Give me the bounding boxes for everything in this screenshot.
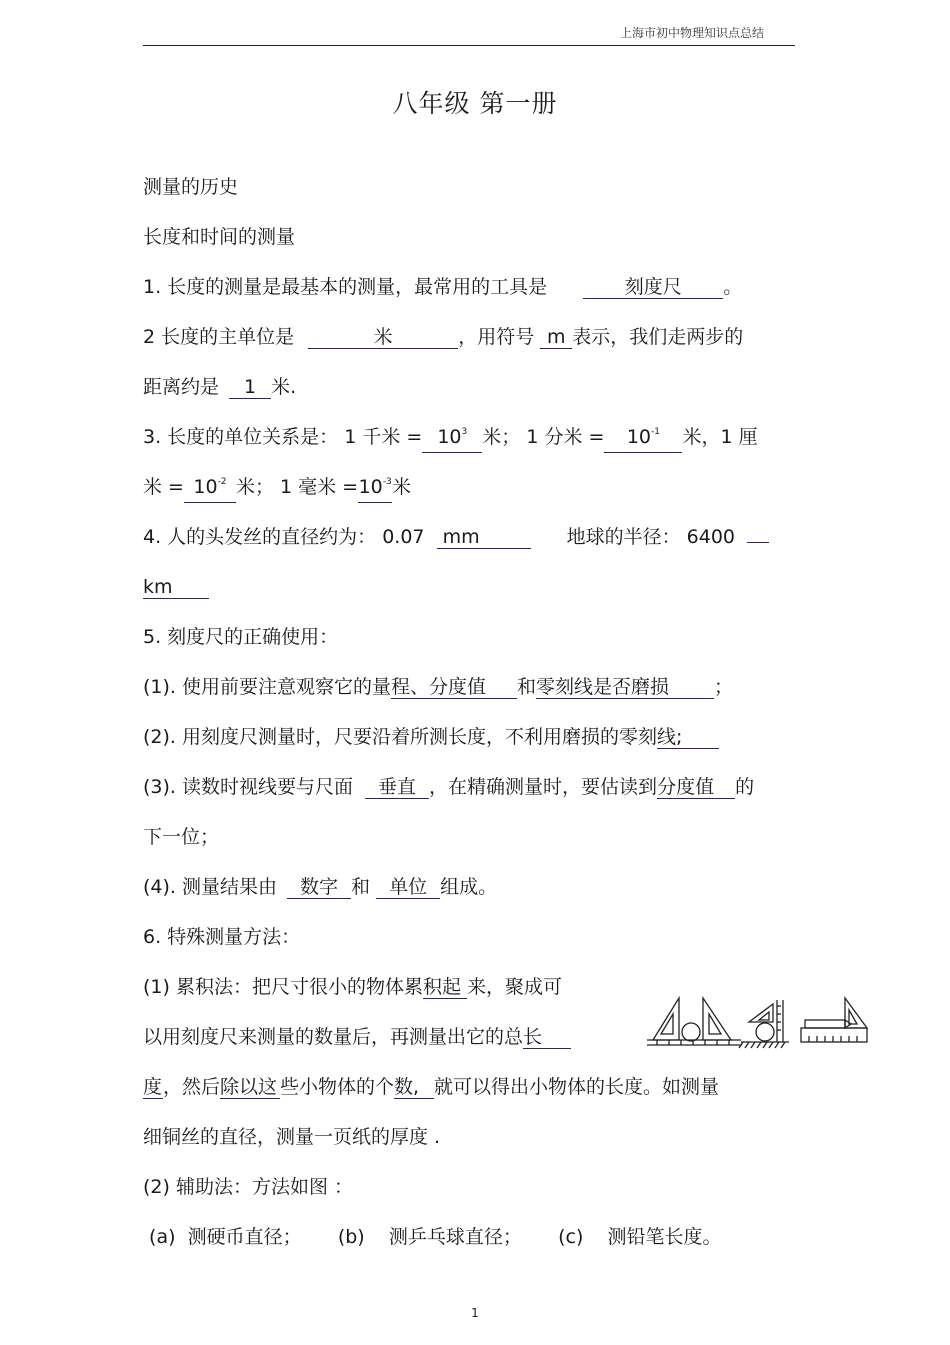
question-text: 以用刻度尺来测量的数量后，再测量出它的总	[143, 1026, 524, 1048]
question-text: 些小物体的个	[280, 1076, 395, 1098]
question-3	[143, 424, 758, 453]
answer-blank: 长	[523, 1026, 571, 1049]
answer-blank: 刻度尺	[583, 276, 723, 299]
question-5-item-2	[143, 724, 719, 750]
page-title: 八年级 第一册	[392, 89, 558, 118]
question-5-item-1	[143, 674, 733, 700]
answer-blank: m	[540, 326, 572, 349]
question-4-line2	[143, 574, 209, 600]
question-text: 。	[723, 276, 743, 298]
question-text: 米 =	[143, 476, 184, 498]
question-6: 6. 特殊测量方法：	[143, 926, 301, 948]
question-text: 4. 人的头发丝的直径约为： 0.07	[143, 526, 425, 548]
question-1	[143, 274, 742, 300]
question-text: ，在精确测量时，要估读到	[429, 776, 658, 798]
question-text: 组成。	[440, 876, 498, 898]
answer-blank: 度	[143, 1076, 163, 1098]
question-text: (3). 读数时视线要与尺面	[143, 776, 353, 798]
question-2-line2	[143, 374, 296, 400]
auxiliary-method-figure	[645, 996, 871, 1050]
question-4	[143, 524, 769, 550]
pencil-measurement-figure	[801, 998, 867, 1042]
section-heading: 测量的历史	[143, 176, 239, 198]
answer-blank	[358, 476, 392, 503]
question-text: 1. 长度的测量是最基本的测量，最常用的工具是	[143, 276, 548, 298]
answer-blank: km	[143, 576, 209, 599]
question-text: (2). 用刻度尺测量时，尺要沿着所测长度，不利用磨损的零刻	[143, 726, 657, 748]
question-text: 的	[735, 776, 755, 798]
answer-blank: 单位	[376, 876, 440, 899]
answer-blank: 线;	[657, 726, 719, 749]
question-5-item-3-line2: 下一位；	[143, 826, 220, 848]
answer-blank: 1	[229, 376, 271, 399]
page-number: 1	[471, 1306, 479, 1320]
question-text: 2 长度的主单位是	[143, 326, 295, 348]
answer-value: 10	[358, 476, 383, 498]
question-text: 米； 1 毫米 =	[235, 476, 359, 498]
exponent: -2	[217, 477, 227, 487]
method-1-line-4: 细铜丝的直径，测量一页纸的厚度 .	[143, 1126, 441, 1148]
question-text: 米.	[271, 376, 297, 398]
ball-measurement-figure	[739, 1000, 789, 1048]
answer-value: 10	[193, 476, 218, 498]
question-text: 米，1 厘	[682, 426, 758, 448]
answer-blank: 程、分度值	[391, 676, 517, 699]
question-text: 地球的半径： 6400	[566, 526, 736, 548]
question-text: (1). 使用前要注意观察它的量	[143, 676, 391, 698]
answer-blank	[604, 426, 682, 453]
answer-blank: 分度值	[657, 776, 735, 799]
answer-blank: 零刻线是否磨损	[536, 676, 714, 699]
question-text: 和	[351, 876, 371, 898]
answer-blank: mm	[437, 526, 531, 549]
question-text: ，然后	[163, 1076, 221, 1098]
question-text: 米	[392, 476, 412, 498]
method-2-line-2: (a) 测硬币直径； (b) 测乒乓球直径； (c) 测铅笔长度。	[143, 1226, 722, 1248]
question-text: 3. 长度的单位关系是： 1 千米 =	[143, 426, 423, 448]
method-1-line-3	[143, 1074, 719, 1100]
exponent: -3	[382, 477, 392, 487]
question-5: 5. 刻度尺的正确使用：	[143, 626, 339, 648]
exponent: -1	[651, 427, 661, 437]
question-text: 米； 1 分米 =	[482, 426, 605, 448]
answer-blank: 垂直	[365, 776, 429, 799]
answer-blank	[747, 542, 769, 543]
section-heading: 长度和时间的测量	[143, 226, 296, 248]
question-text: ，用符号	[458, 326, 535, 348]
question-3-line2	[143, 474, 411, 503]
question-text: (4). 测量结果由	[143, 876, 277, 898]
answer-blank: 除以这	[220, 1076, 280, 1099]
question-text: 表示，我们走两步的	[572, 326, 744, 348]
exponent: 3	[461, 427, 468, 437]
coin-measurement-figure	[647, 998, 741, 1045]
answer-blank: 积起	[423, 976, 467, 999]
method-1-line-2	[143, 1024, 571, 1050]
answer-value: 10	[626, 426, 652, 448]
question-2	[143, 324, 743, 350]
question-text: (1) 累积法：把尺寸很小的物体累	[143, 976, 423, 998]
question-5-item-4	[143, 874, 497, 900]
question-text: 来，聚成可	[466, 976, 562, 998]
answer-blank: 数字	[287, 876, 351, 899]
question-5-item-3	[143, 774, 754, 800]
method-2-line-1: (2) 辅助法：方法如图 ：	[143, 1176, 353, 1198]
answer-blank	[422, 426, 482, 453]
answer-blank: 数,	[394, 1076, 434, 1099]
running-header: 上海市初中物理知识点总结	[620, 26, 765, 40]
answer-blank: 米	[308, 326, 458, 349]
question-text: 和	[517, 676, 537, 698]
question-text: ；	[714, 676, 734, 698]
question-text: 就可以得出小物体的长度。如测量	[434, 1076, 720, 1098]
answer-value: 10	[437, 426, 462, 448]
question-text: 距离约是	[143, 376, 220, 398]
method-1-line-1	[143, 974, 562, 1000]
answer-blank	[184, 476, 236, 503]
header-rule	[143, 45, 795, 46]
